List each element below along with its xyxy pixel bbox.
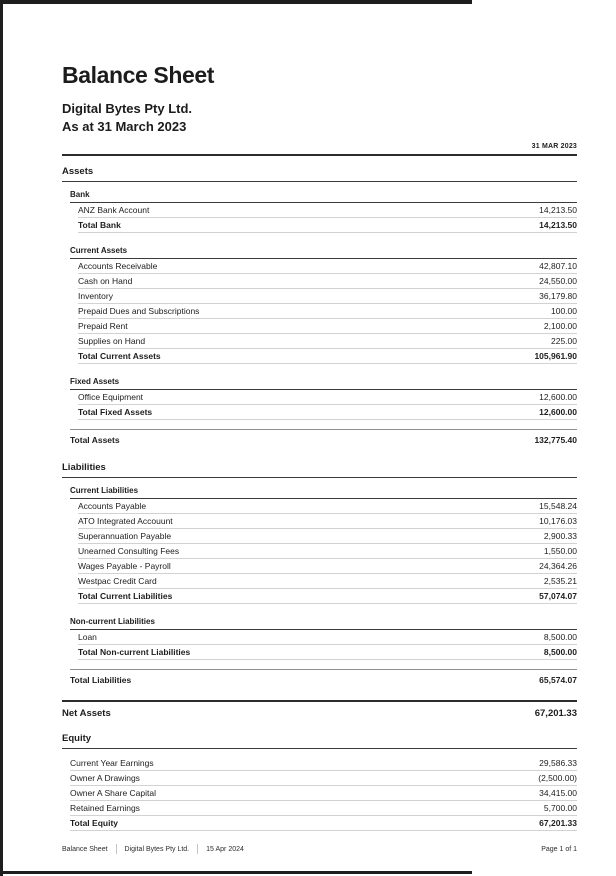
- account-name: Prepaid Dues and Subscriptions: [78, 306, 200, 316]
- group-current-liabilities: [70, 486, 577, 604]
- footer-report-name: Balance Sheet: [62, 845, 108, 853]
- account-name: Supplies on Hand: [78, 336, 146, 346]
- account-amount: 24,364.26: [539, 561, 577, 571]
- account-amount: 36,179.80: [539, 291, 577, 301]
- section-heading-liabilities: Liabilities: [62, 462, 577, 478]
- account-name: Westpac Credit Card: [78, 576, 157, 586]
- group-heading-fixed-assets: Fixed Assets: [70, 377, 577, 390]
- account-name: Current Year Earnings: [70, 758, 154, 768]
- account-amount: 15,548.24: [539, 501, 577, 511]
- footer-print-date: 15 Apr 2024: [206, 845, 244, 853]
- account-amount: 1,550.00: [543, 546, 577, 556]
- account-amount: 5,700.00: [543, 803, 577, 813]
- group-heading-bank: Bank: [70, 190, 577, 203]
- total-label: Total Current Liabilities: [78, 591, 173, 601]
- account-name: Prepaid Rent: [78, 321, 128, 331]
- account-name: Superannuation Payable: [78, 531, 172, 541]
- group-total-row: [78, 405, 577, 420]
- account-row: [70, 771, 577, 786]
- group-fixed-assets: [70, 377, 577, 420]
- column-header-date: 31 MAR 2023: [62, 143, 577, 156]
- total-amount: 14,213.50: [539, 220, 577, 230]
- company-name: Digital Bytes Pty Ltd.: [62, 101, 193, 116]
- total-amount: 12,600.00: [539, 407, 577, 417]
- total-liabilities-row: [70, 669, 577, 689]
- footer-left: [62, 844, 244, 854]
- total-label: Total Fixed Assets: [78, 407, 153, 417]
- account-name: ATO Integrated Accouunt: [78, 516, 173, 526]
- viewer-edge-bottom: [0, 871, 472, 874]
- group-heading-non-current-liabilities: Non-current Liabilities: [70, 617, 577, 630]
- total-assets-row: [70, 429, 577, 449]
- report-title: Balance Sheet: [62, 62, 215, 88]
- account-name: Cash on Hand: [78, 276, 133, 286]
- account-row: [78, 630, 577, 645]
- account-name: Owner A Drawings: [70, 773, 140, 783]
- account-row: [78, 514, 577, 529]
- section-heading-equity: Equity: [62, 733, 577, 749]
- account-amount: 2,100.00: [543, 321, 577, 331]
- account-amount: 10,176.03: [539, 516, 577, 526]
- total-equity-row: [70, 816, 577, 831]
- account-name: Accounts Payable: [78, 501, 147, 511]
- account-row: [78, 529, 577, 544]
- account-name: Unearned Consulting Fees: [78, 546, 180, 556]
- footer-page-number: Page 1 of 1: [541, 845, 577, 853]
- account-amount: 24,550.00: [539, 276, 577, 286]
- total-amount: 67,201.33: [539, 818, 577, 828]
- account-amount: 2,535.21: [543, 576, 577, 586]
- total-amount: 57,074.07: [539, 591, 577, 601]
- account-name: Inventory: [78, 291, 113, 301]
- account-name: Owner A Share Capital: [70, 788, 156, 798]
- account-amount: 2,900.33: [543, 531, 577, 541]
- account-amount: 34,415.00: [539, 788, 577, 798]
- group-heading-current-assets: Current Assets: [70, 246, 577, 259]
- section-heading-assets: Assets: [62, 166, 577, 182]
- account-row: [70, 786, 577, 801]
- viewer-edge-left: [0, 0, 3, 876]
- account-name: Office Equipment: [78, 392, 144, 402]
- group-non-current-liabilities: [70, 617, 577, 660]
- account-row: [78, 499, 577, 514]
- account-row: [78, 390, 577, 405]
- account-row: [78, 574, 577, 589]
- account-row: [70, 756, 577, 771]
- total-label: Total Non-current Liabilities: [78, 647, 191, 657]
- total-label: Total Bank: [78, 220, 121, 230]
- account-row: [70, 801, 577, 816]
- account-amount: 225.00: [551, 336, 577, 346]
- account-amount: 100.00: [551, 306, 577, 316]
- account-row: [78, 289, 577, 304]
- account-amount: (2,500.00): [538, 773, 577, 783]
- total-amount: 65,574.07: [539, 675, 577, 685]
- account-name: Retained Earnings: [70, 803, 140, 813]
- account-row: [78, 203, 577, 218]
- group-total-row: [78, 589, 577, 604]
- group-total-row: [78, 218, 577, 233]
- report-date-line: As at 31 March 2023: [62, 119, 187, 134]
- equity-rows: [70, 756, 577, 831]
- account-amount: 8,500.00: [543, 632, 577, 642]
- total-amount: 105,961.90: [534, 351, 577, 361]
- section-equity: [62, 733, 577, 831]
- total-label: Total Current Assets: [78, 351, 161, 361]
- group-total-row: [78, 645, 577, 660]
- group-total-row: [78, 349, 577, 364]
- total-label: Total Assets: [70, 435, 120, 445]
- total-amount: 132,775.40: [534, 435, 577, 445]
- group-bank: [70, 190, 577, 233]
- page-footer: [62, 844, 577, 854]
- account-amount: 29,586.33: [539, 758, 577, 768]
- net-assets-row: [62, 700, 577, 719]
- footer-divider: [197, 844, 198, 854]
- section-liabilities: [62, 462, 577, 689]
- account-row: [78, 319, 577, 334]
- group-heading-current-liabilities: Current Liabilities: [70, 486, 577, 499]
- account-amount: 12,600.00: [539, 392, 577, 402]
- account-row: [78, 259, 577, 274]
- account-name: Loan: [78, 632, 97, 642]
- account-row: [78, 559, 577, 574]
- account-row: [78, 544, 577, 559]
- total-label: Total Liabilities: [70, 675, 132, 685]
- account-row: [78, 274, 577, 289]
- footer-company-name: Digital Bytes Pty Ltd.: [124, 845, 190, 853]
- total-label: Total Equity: [70, 818, 119, 828]
- account-name: Wages Payable - Payroll: [78, 561, 171, 571]
- account-row: [78, 334, 577, 349]
- net-assets-amount: 67,201.33: [534, 708, 577, 719]
- account-amount: 42,807.10: [539, 261, 577, 271]
- section-assets: [62, 166, 577, 449]
- total-amount: 8,500.00: [543, 647, 577, 657]
- net-assets-label: Net Assets: [62, 708, 111, 719]
- account-amount: 14,213.50: [539, 205, 577, 215]
- account-name: ANZ Bank Account: [78, 205, 150, 215]
- group-current-assets: [70, 246, 577, 364]
- balance-sheet-page: [62, 0, 577, 831]
- account-name: Accounts Receivable: [78, 261, 158, 271]
- account-row: [78, 304, 577, 319]
- footer-divider: [116, 844, 117, 854]
